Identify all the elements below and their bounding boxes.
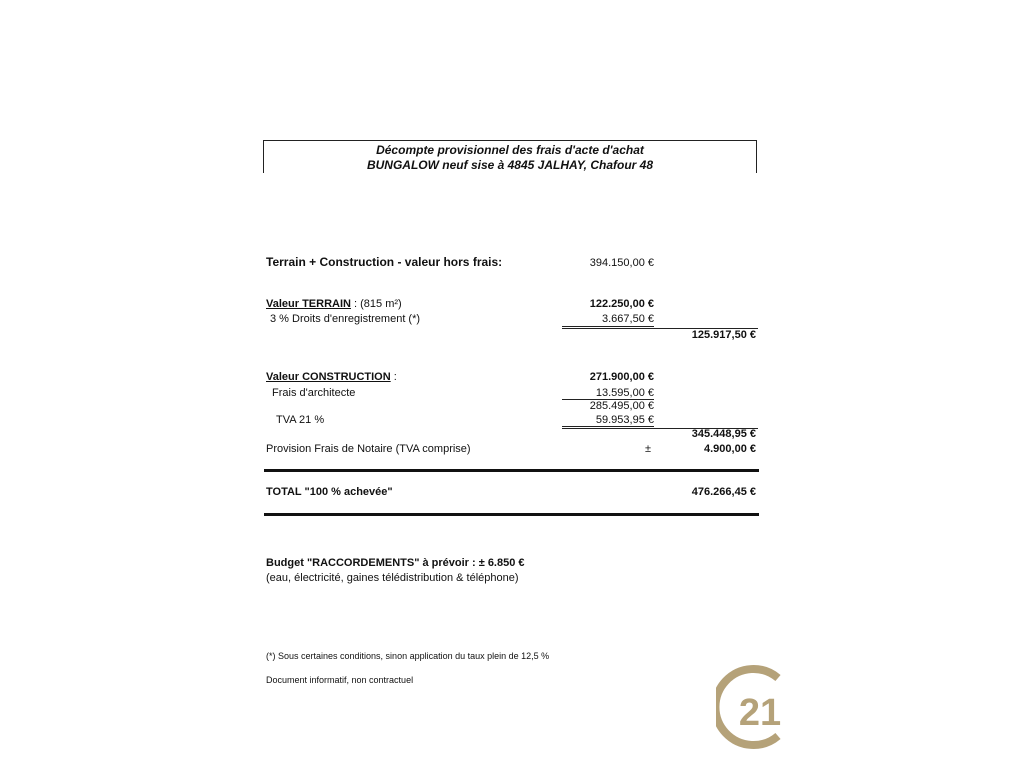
total-amount: 476.266,45 € xyxy=(691,486,756,498)
construction-label: Valeur CONSTRUCTION xyxy=(266,371,391,383)
construction-amount: 271.900,00 € xyxy=(589,371,654,383)
title-line-1: Décompte provisionnel des frais d'acte d'achat xyxy=(376,143,644,157)
total-bottom-rule xyxy=(264,513,759,516)
terrain-row-label xyxy=(266,299,402,310)
droits-label: 3 % Droits d'enregistrement (*) xyxy=(270,313,421,325)
base-value-amount: 394.150,00 € xyxy=(589,257,654,269)
tva-label: TVA 21 % xyxy=(276,414,325,426)
notaire-approx-sign: ± xyxy=(645,443,652,455)
terrain-surface: : (815 m²) xyxy=(350,298,402,310)
terrain-total-amount: 125.917,50 € xyxy=(691,329,756,341)
terrain-subtotal-rule xyxy=(562,326,654,327)
tva-amount: 59.953,95 € xyxy=(595,414,654,426)
terrain-amount: 122.250,00 € xyxy=(589,298,654,310)
century21-logo xyxy=(716,662,792,752)
construction-row-label xyxy=(266,372,397,383)
tva-rule xyxy=(562,426,654,427)
architecte-label: Frais d'architecte xyxy=(272,387,356,399)
footnote-disclaimer: Document informatif, non contractuel xyxy=(266,675,414,685)
logo-text: 21 xyxy=(738,692,782,734)
construction-colon: : xyxy=(390,371,397,383)
construction-total-amount: 345.448,95 € xyxy=(691,428,756,440)
total-top-rule xyxy=(264,469,759,472)
terrain-label: Valeur TERRAIN xyxy=(266,298,351,310)
construction-subtotal-amount: 285.495,00 € xyxy=(589,400,654,412)
document-title-box xyxy=(263,140,757,173)
droits-amount: 3.667,50 € xyxy=(602,313,654,325)
notaire-amount: 4.900,00 € xyxy=(704,443,756,455)
total-label: TOTAL "100 % achevée" xyxy=(266,486,393,498)
budget-raccordements-line: Budget "RACCORDEMENTS" à prévoir : ± 6.850 € xyxy=(266,557,525,569)
notaire-label: Provision Frais de Notaire (TVA comprise) xyxy=(266,443,471,455)
footnote-conditions: (*) Sous certaines conditions, sinon application du taux plein de 12,5 % xyxy=(266,651,550,661)
architecte-amount: 13.595,00 € xyxy=(595,387,654,399)
title-line-2: BUNGALOW neuf sise à 4845 JALHAY, Chafour 48 xyxy=(366,158,654,172)
base-value-label: Terrain + Construction - valeur hors frais: xyxy=(266,255,503,269)
budget-details-line: (eau, électricité, gaines télédistribution & téléphone) xyxy=(266,572,519,584)
